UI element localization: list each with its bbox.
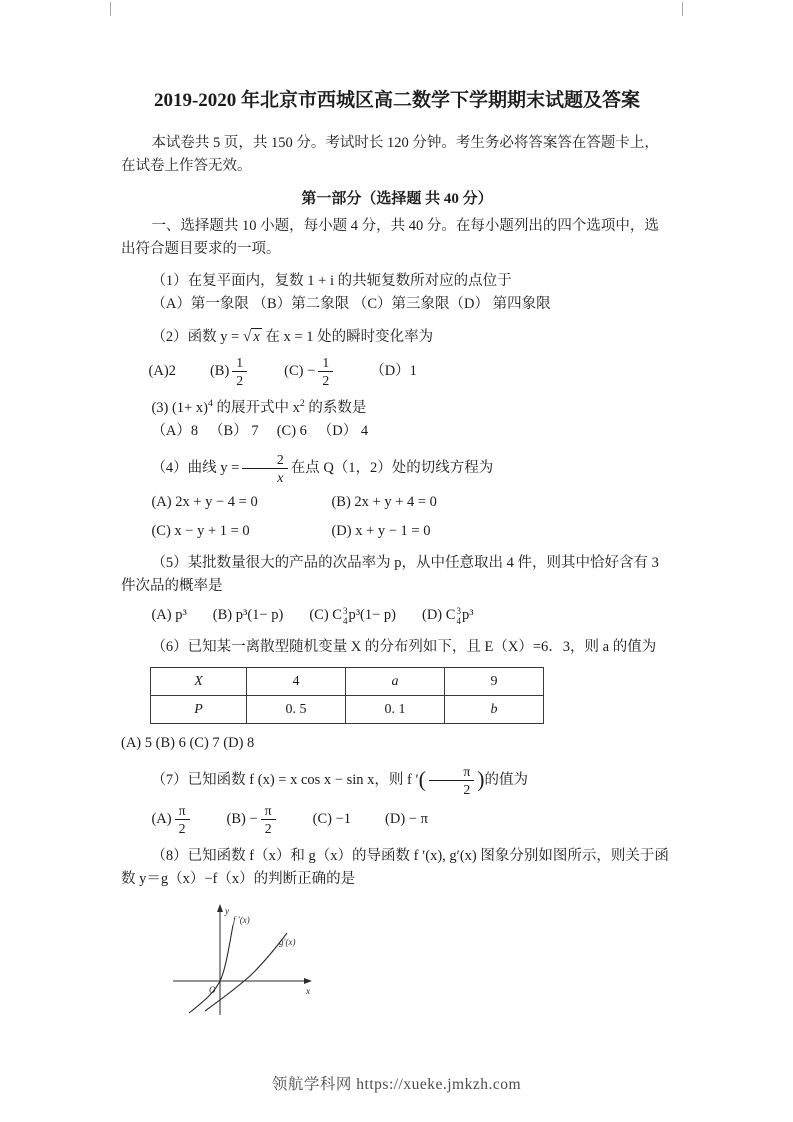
fraction-numerator: π <box>261 803 276 820</box>
f-prime-curve <box>189 925 233 1013</box>
q2-stem-post: 在 x = 1 处的瞬时变化率为 <box>265 329 434 345</box>
x-axis-label: x <box>306 986 310 996</box>
q7-stem-post: 的值为 <box>484 771 529 788</box>
q2-option-d: （D）1 <box>370 363 417 379</box>
q5-options <box>151 604 673 627</box>
q7-option-a-label: (A) <box>151 811 172 827</box>
fraction-denominator: 2 <box>463 782 471 797</box>
table-row <box>151 668 544 696</box>
question-2 <box>121 325 673 388</box>
table-cell: b <box>445 696 544 724</box>
q4-option-c: (C) x − y + 1 = 0 <box>151 523 250 539</box>
q3-stem-mid: 的展开式中 x <box>212 400 300 416</box>
question-6 <box>121 636 673 755</box>
q4-option-b: (B) 2x + y + 4 = 0 <box>331 494 437 510</box>
table-cell: P <box>151 696 247 724</box>
origin-label: O <box>209 985 216 995</box>
exponent: 4 <box>207 398 213 410</box>
fraction <box>232 355 247 388</box>
fraction-denominator: 2 <box>322 373 330 388</box>
q7-stem <box>121 764 673 797</box>
q8-stem: （8）已知函数 f（x）和 g（x）的导函数 f ′(x), g′(x) 图象分别如图所示，则关于函数 y＝g（x）−f（x）的判断正确的是 <box>121 848 669 887</box>
table-cell: 0. 1 <box>346 696 445 724</box>
q6-options: (A) 5 (B) 6 (C) 7 (D) 8 <box>121 735 255 751</box>
fraction-denominator: 2 <box>236 373 244 388</box>
question-1 <box>121 270 673 316</box>
q5-option-b: (B) p³(1− p) <box>212 607 284 623</box>
exponent: 2 <box>299 398 305 410</box>
x-axis-arrow <box>304 978 312 984</box>
sqrt-sign: √ <box>243 328 252 345</box>
paren-open: ( <box>418 767 426 792</box>
table-cell: X <box>151 668 247 696</box>
fraction-numerator: 1 <box>232 355 247 372</box>
crop-mark-left <box>110 2 111 16</box>
q5-stem: （5）某批数量很大的产品的次品率为 p，从中任意取出 4 件，则其中恰好含有 3 件次品的概率是 <box>121 555 659 594</box>
combination-scripts <box>343 606 348 626</box>
q7-option-b-label: (B) − <box>226 811 258 827</box>
q2-option-c <box>284 355 336 388</box>
q2-options <box>149 355 673 388</box>
question-8 <box>121 845 673 1031</box>
sqrt-expression <box>243 329 262 345</box>
f-prime-label: f ′(x) <box>233 915 250 925</box>
q4-option-d: (D) x + y − 1 = 0 <box>331 523 431 539</box>
q4-options-row1 <box>151 491 673 514</box>
q7-options <box>151 803 673 836</box>
question-3 <box>121 397 673 443</box>
q5-option-c-post: p³(1− p) <box>348 607 396 623</box>
subscript: 4 <box>456 615 461 626</box>
g-prime-label: g′(x) <box>279 937 296 947</box>
derivative-graph <box>165 901 315 1023</box>
footer-watermark: 领航学科网 https://xueke.jmkzh.com <box>271 1076 522 1093</box>
q5-option-c <box>309 604 396 627</box>
q2-option-b <box>210 355 250 388</box>
fraction-numerator: π <box>175 803 190 820</box>
question-5 <box>121 552 673 627</box>
q6-stem: （6）已知某一离散型随机变量 X 的分布列如下，且 E（X）=6．3，则 a 的值为 <box>151 639 657 655</box>
q3-stem-pre: (3) (1+ x) <box>151 400 208 416</box>
q2-option-a: (A)2 <box>148 363 176 379</box>
crop-mark-right <box>682 2 683 16</box>
table-cell: 4 <box>247 668 346 696</box>
page-content <box>121 88 673 1031</box>
q5-option-d <box>422 604 474 627</box>
q4-stem-post: 在点 Q（1，2）处的切线方程为 <box>290 459 494 476</box>
fraction-numerator: 2 <box>242 452 287 469</box>
paren-close: ) <box>477 767 485 792</box>
q3-stem <box>121 397 673 420</box>
distribution-table <box>150 667 544 724</box>
superscript: 3 <box>342 605 348 616</box>
fraction-denominator: x <box>277 470 284 485</box>
q7-stem-pre: （7）已知函数 f (x) = x cos x − sin x，则 f ′ <box>151 771 419 788</box>
q7-option-d: (D) − π <box>385 811 428 827</box>
fraction <box>175 803 190 836</box>
question-4 <box>121 452 673 543</box>
q2-option-c-label: (C) − <box>284 363 316 379</box>
fraction-denominator: 2 <box>178 821 186 836</box>
combination-scripts <box>456 606 461 626</box>
q5-option-c-pre: (C) C <box>309 607 342 623</box>
q7-option-c: (C) −1 <box>312 811 352 827</box>
fraction-denominator: 2 <box>264 821 272 836</box>
table-row <box>151 696 544 724</box>
fraction <box>242 452 287 485</box>
q2-option-b-label: (B) <box>209 363 230 379</box>
q2-stem <box>121 325 673 349</box>
subscript: 4 <box>342 615 348 626</box>
table-cell: a <box>346 668 445 696</box>
q4-option-a: (A) 2x + y − 4 = 0 <box>151 494 258 510</box>
page-title: 2019-2020 年北京市西城区高二数学下学期期末试题及答案 <box>153 90 641 111</box>
q5-option-d-pre: (D) C <box>422 607 456 623</box>
q7-option-b <box>227 803 279 836</box>
q4-stem <box>121 452 673 485</box>
y-axis-arrow <box>217 904 223 912</box>
fraction-numerator: 1 <box>318 355 333 372</box>
fraction <box>318 355 333 388</box>
q3-options: （A）8 （B） 7 (C) 6 （D） 4 <box>151 423 369 439</box>
q1-options: （A）第一象限 （B）第二象限 （C）第三象限（D） 第四象限 <box>151 296 551 312</box>
q8-graph-wrap <box>165 901 673 1031</box>
part1-heading: 第一部分（选择题 共 40 分） <box>301 191 493 207</box>
q4-options-row2 <box>151 520 673 543</box>
q2-stem-pre: （2）函数 y = <box>151 329 240 345</box>
g-prime-curve <box>205 933 287 1011</box>
q7-option-a <box>151 803 192 836</box>
q1-stem: （1）在复平面内，复数 1 + i 的共轭复数所对应的点位于 <box>151 273 512 289</box>
y-axis-label: y <box>225 906 229 916</box>
section1-instructions: 一、选择题共 10 小题，每小题 4 分，共 40 分。在每小题列出的四个选项中，选出符合题目要求的一项。 <box>121 218 659 257</box>
q5-option-d-post: p³ <box>461 607 474 623</box>
q5-option-a: (A) p³ <box>151 607 187 623</box>
exam-intro: 本试卷共 5 页，共 150 分。考试时长 120 分钟。考生务必将答案答在答题卡上，在试卷上作答无效。 <box>121 135 659 174</box>
q4-stem-pre: （4）曲线 y = <box>151 459 240 476</box>
table-cell: 0. 5 <box>247 696 346 724</box>
table-cell: 9 <box>445 668 544 696</box>
fraction <box>261 803 276 836</box>
q3-stem-post: 的系数是 <box>304 400 367 416</box>
question-7 <box>121 764 673 836</box>
fraction-numerator: π <box>429 764 474 781</box>
fraction <box>429 764 474 797</box>
sqrt-arg: x <box>253 329 260 345</box>
superscript: 3 <box>456 605 461 616</box>
